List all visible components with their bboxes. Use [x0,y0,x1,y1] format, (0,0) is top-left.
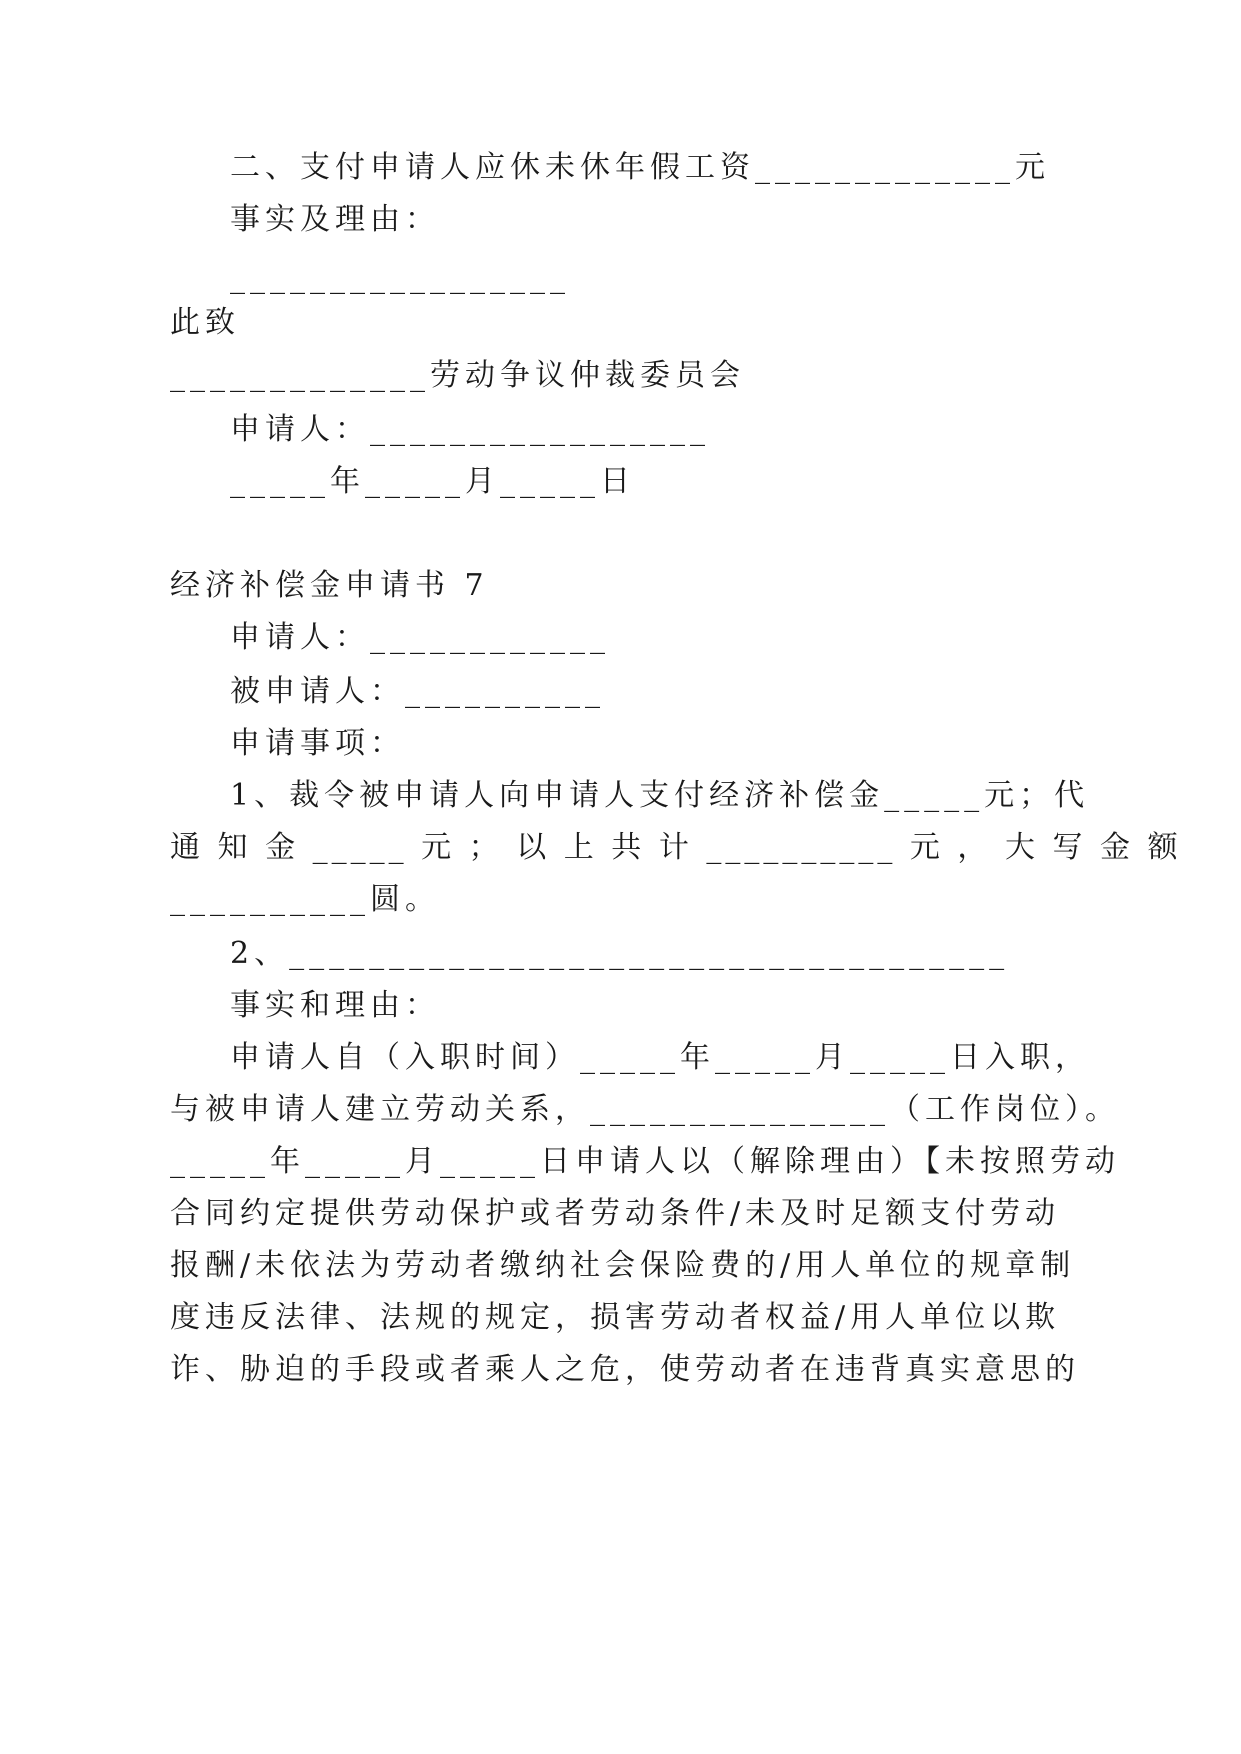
applicant-signature-line: 申请人：_________________ [230,412,710,447]
salutation: 此致 [170,305,240,340]
claim-item-annual-leave-wage: 二、支付申请人应休未休年假工资_____________元 [230,150,1050,185]
claims-label: 申请事项： [230,726,405,761]
facts-paragraph-line-5: 报酬/未依法为劳动者缴纳社会保险费的/用人单位的规章制 [170,1248,1076,1283]
section-title: 经济补偿金申请书 7 [170,568,489,603]
claim-item-1-line-1: 1、裁令被申请人向申请人支付经济补偿金_____元；代 [230,778,1090,813]
date-line: _____年_____月_____日 [230,464,635,499]
facts-blank-line: _________________ [230,260,570,295]
facts-and-reasons-heading: 事实和理由： [230,988,440,1023]
claim-item-1-line-2: 通 知 金 _____ 元 ； 以 上 共 计 __________ 元 ， 大 写 金 额 [170,830,1182,865]
respondent-field: 被申请人：__________ [230,674,605,709]
facts-paragraph-line-2: 与被申请人建立劳动关系，_______________（工作岗位）。 [170,1092,1120,1127]
facts-paragraph-line-3: _____年_____月_____日申请人以（解除理由）【未按照劳动 [170,1144,1120,1179]
claim-item-2: 2、____________________________________ [230,936,1010,971]
facts-paragraph-line-4: 合同约定提供劳动保护或者劳动条件/未及时足额支付劳动 [170,1196,1061,1231]
applicant-field: 申请人：____________ [230,620,610,655]
recipient-committee: _____________劳动争议仲裁委员会 [170,358,745,393]
facts-and-reasons-label: 事实及理由： [230,202,440,237]
claim-item-1-line-3: __________圆。 [170,882,440,917]
facts-paragraph-line-6: 度违反法律、法规的规定，损害劳动者权益/用人单位以欺 [170,1300,1061,1335]
facts-paragraph-line-1: 申请人自（入职时间）_____年_____月_____日入职， [230,1040,1090,1075]
facts-paragraph-line-7: 诈、胁迫的手段或者乘人之危，使劳动者在违背真实意思的 [170,1352,1080,1387]
